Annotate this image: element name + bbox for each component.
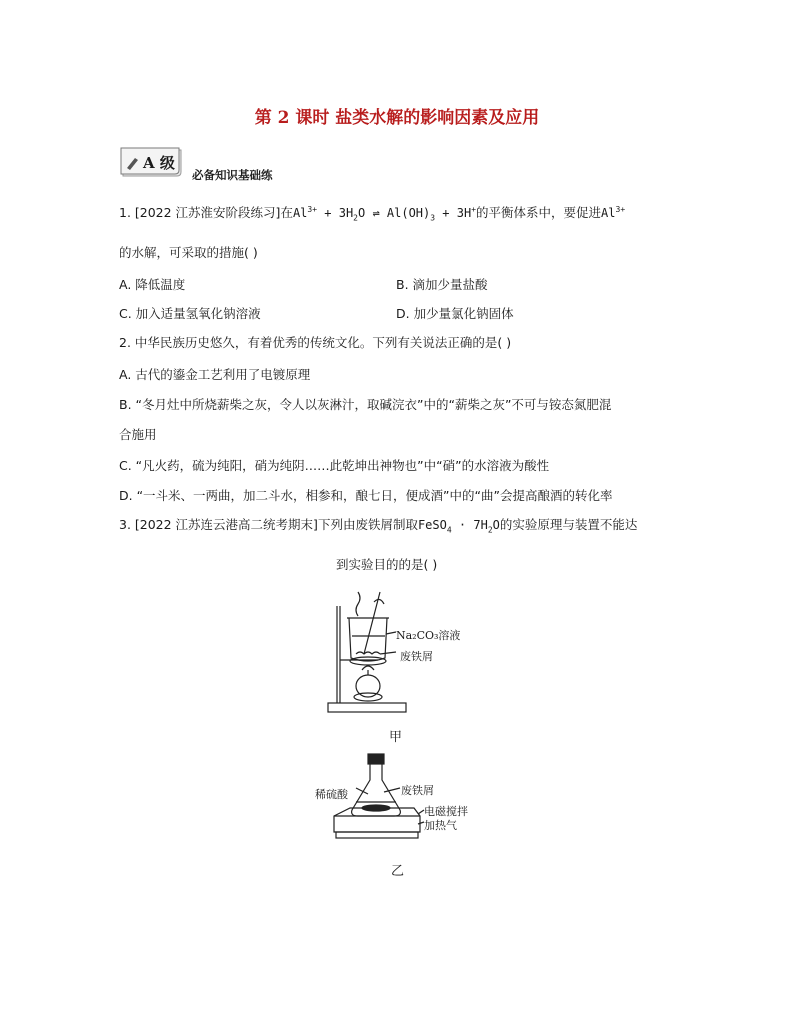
q2-stem: 2. 中华民族历史悠久，有着优秀的传统文化。下列有关说法正确的是( ): [119, 335, 512, 350]
level-badge: [119, 146, 185, 178]
magnetic-stirrer: [334, 808, 420, 832]
flame: [362, 666, 374, 670]
q1-option-b[interactable]: B. 滴加少量盐酸: [396, 277, 488, 292]
q1-stem: 1. [2022 江苏淮安阶段练习]在$Al^{3+} + 3H_2O$ ⇌ $Al(OH)_3 + 3H^+$的平衡体系中，要促进$Al^{3+}$: [119, 205, 626, 223]
q1-option-c[interactable]: C. 加入适量氢氧化钠溶液: [119, 306, 261, 321]
stand-base: [328, 703, 406, 712]
page-title: 第 2 课时 盐类水解的影响因素及应用: [254, 108, 540, 128]
q2-option-a[interactable]: A. 古代的鎏金工艺利用了电镀原理: [119, 367, 311, 382]
yi-label-scrap: 废铁屑: [401, 784, 434, 797]
q3-stem: 3. [2022 江苏连云港高二统考期末]下列由废铁屑制取FeSO$_4$ · $7H_2O$的实验原理与装置不能达: [119, 517, 638, 535]
yi-label-heater: 加热气: [424, 819, 457, 832]
jia-label-solution: Na₂CO₃溶液: [396, 629, 461, 642]
q1-option-a[interactable]: A. 降低温度: [119, 277, 186, 292]
q2-option-b[interactable]: B. “冬月灶中所烧薪柴之灰，令人以灰淋汁，取碱浣衣”中的“薪柴之灰”不可与铵态氮肥混: [119, 397, 612, 412]
level-badge-text: A 级: [143, 154, 175, 172]
stirring-rod: [364, 592, 380, 654]
q1-option-d[interactable]: D. 加少量氯化钠固体: [396, 306, 514, 321]
yi-label-acid: 稀硫酸: [315, 788, 348, 801]
yi-caption: 乙: [391, 864, 405, 879]
iron-scrap: [356, 652, 380, 654]
q1-stem-line2: 的水解，可采取的措施( ): [119, 245, 258, 260]
q3-stem-line2: 到实验目的的是( ): [336, 557, 438, 572]
stopper: [368, 754, 384, 764]
q2-option-c[interactable]: C. “凡火药，硫为纯阳，硝为纯阴……此乾坤出神物也”中“硝”的水溶液为酸性: [119, 458, 550, 473]
jia-label-scrap: 废铁屑: [400, 650, 433, 663]
jia-caption: 甲: [389, 730, 403, 745]
level-label: 必备知识基础练: [192, 168, 273, 182]
q2-option-d[interactable]: D. “一斗米、一两曲，加二斗水，相参和，酿七日，便成酒”中的“曲”会提高酿酒的转化率: [119, 488, 613, 503]
apparatus-jia-diagram: [322, 588, 412, 716]
yi-label-stirrer: 电磁搅拌: [424, 805, 468, 818]
level-badge-graphic: [119, 146, 185, 178]
q2-option-b-line2: 合施用: [119, 427, 157, 442]
steam-mark: [356, 592, 360, 616]
